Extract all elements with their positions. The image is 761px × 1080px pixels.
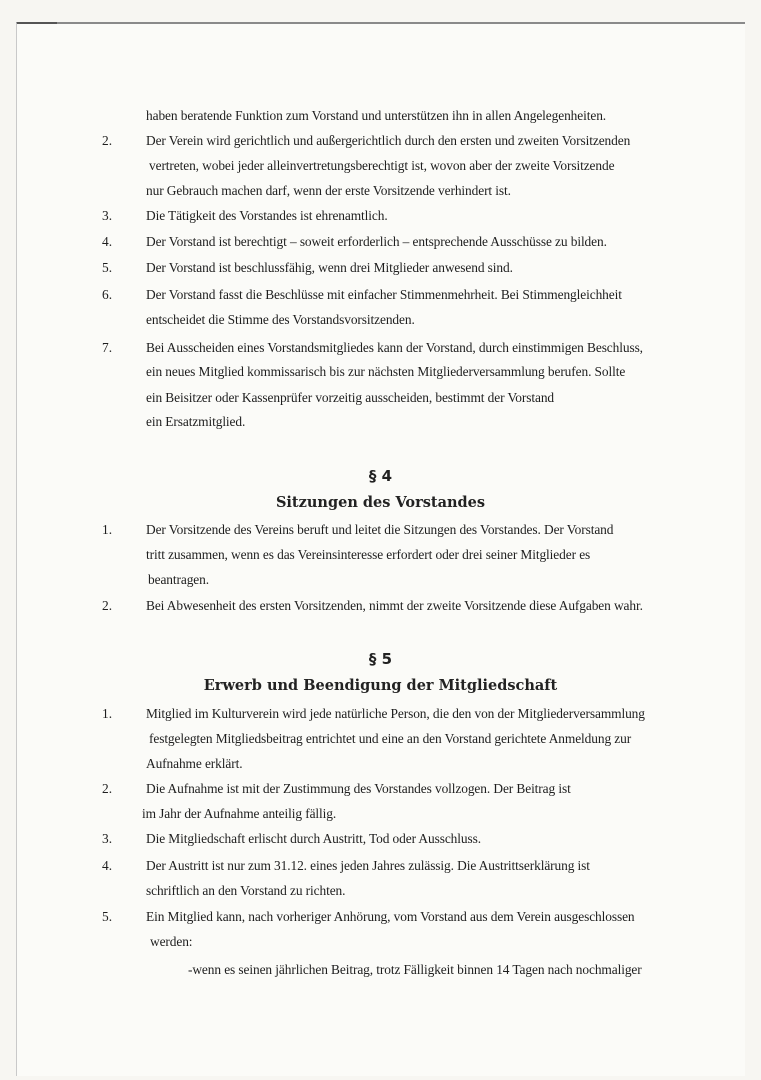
item-text: schriftlich an den Vorstand zu richten. — [146, 883, 346, 898]
item-number: 2. — [102, 598, 113, 613]
item-number: 2. — [102, 133, 113, 148]
item-text: Ein Mitglied kann, nach vorheriger Anhörung, vom Vorstand aus dem Verein ausgeschlossen — [146, 909, 635, 924]
item-text: Der Vorsitzende des Vereins beruft und leitet die Sitzungen des Vorstandes. Der Vorstand — [146, 522, 614, 537]
item-text: Die Mitgliedschaft erlischt durch Austritt, Tod oder Ausschluss. — [146, 831, 481, 846]
item-text: Die Aufnahme ist mit der Zustimmung des Vorstandes vollzogen. Der Beitrag ist — [146, 781, 571, 796]
item-number: 4. — [102, 234, 113, 249]
item-text: werden: — [150, 934, 193, 949]
item-number: 3. — [102, 208, 113, 223]
section-4-title: Sitzungen des Vorstandes — [275, 494, 486, 511]
item-number: 1. — [102, 522, 113, 537]
item-number: 2. — [102, 781, 113, 796]
item-number: 5. — [102, 909, 113, 924]
item-text: Der Vorstand fasst die Beschlüsse mit einfacher Stimmenmehrheit. Bei Stimmengleichheit — [146, 287, 622, 302]
item-text: im Jahr der Aufnahme anteilig fällig. — [142, 806, 337, 821]
item-text: Der Austritt ist nur zum 31.12. eines jeden Jahres zulässig. Die Austrittserklärung ist — [146, 858, 590, 873]
item-text: tritt zusammen, wenn es das Vereinsinteresse erfordert oder drei seiner Mitglieder es — [146, 547, 591, 562]
item-number: 6. — [102, 287, 113, 302]
item-text: Der Verein wird gerichtlich und außergerichtlich durch den ersten und zweiten Vorsitzenden — [146, 133, 631, 148]
item-text: Der Vorstand ist berechtigt – soweit erforderlich – entsprechende Ausschüsse zu bilden. — [146, 234, 607, 249]
item-text: ein neues Mitglied kommissarisch bis zur nächsten Mitgliederversammlung berufen. Sollte — [146, 364, 626, 379]
item-text: Bei Ausscheiden eines Vorstandsmitgliedes kann der Vorstand, durch einstimmigen Beschluss, — [146, 340, 643, 355]
continuation-line: haben beratende Funktion zum Vorstand und unterstützen ihn in allen Angelegenheiten. — [146, 108, 607, 123]
item-number: 3. — [102, 831, 113, 846]
section-5-number: § 5 — [368, 650, 393, 668]
item-text: -wenn es seinen jährlichen Beitrag, trotz Fälligkeit binnen 14 Tagen nach nochmaliger — [188, 962, 642, 977]
item-text: ein Ersatzmitglied. — [146, 414, 246, 429]
item-text: vertreten, wobei jeder alleinvertretungsberechtigt ist, wovon aber der zweite Vorsitzende — [149, 158, 615, 173]
item-text: Der Vorstand ist beschlussfähig, wenn drei Mitglieder anwesend sind. — [146, 260, 513, 275]
item-number: 5. — [102, 260, 113, 275]
item-text: festgelegten Mitgliedsbeitrag entrichtet und eine an den Vorstand gerichtete Anmeldung zur — [149, 731, 632, 746]
item-text: Aufnahme erklärt. — [146, 756, 243, 771]
section-5-title: Erwerb und Beendigung der Mitgliedschaft — [203, 677, 558, 694]
item-text: ein Beisitzer oder Kassenprüfer vorzeitig ausscheiden, bestimmt der Vorstand — [146, 390, 555, 405]
section-4-number: § 4 — [368, 467, 393, 485]
item-text: Die Tätigkeit des Vorstandes ist ehrenamtlich. — [146, 208, 388, 223]
item-text: beantragen. — [148, 572, 209, 587]
item-text: Bei Abwesenheit des ersten Vorsitzenden, nimmt der zweite Vorsitzende diese Aufgaben wahr. — [146, 598, 643, 613]
item-number: 4. — [102, 858, 113, 873]
item-number: 7. — [102, 340, 113, 355]
item-text: nur Gebrauch machen darf, wenn der erste Vorsitzende verhindert ist. — [146, 183, 511, 198]
item-text: entscheidet die Stimme des Vorstandsvorsitzenden. — [146, 312, 415, 327]
item-text: Mitglied im Kulturverein wird jede natürliche Person, die den von der Mitgliederversammlung — [146, 706, 645, 721]
item-number: 1. — [102, 706, 113, 721]
